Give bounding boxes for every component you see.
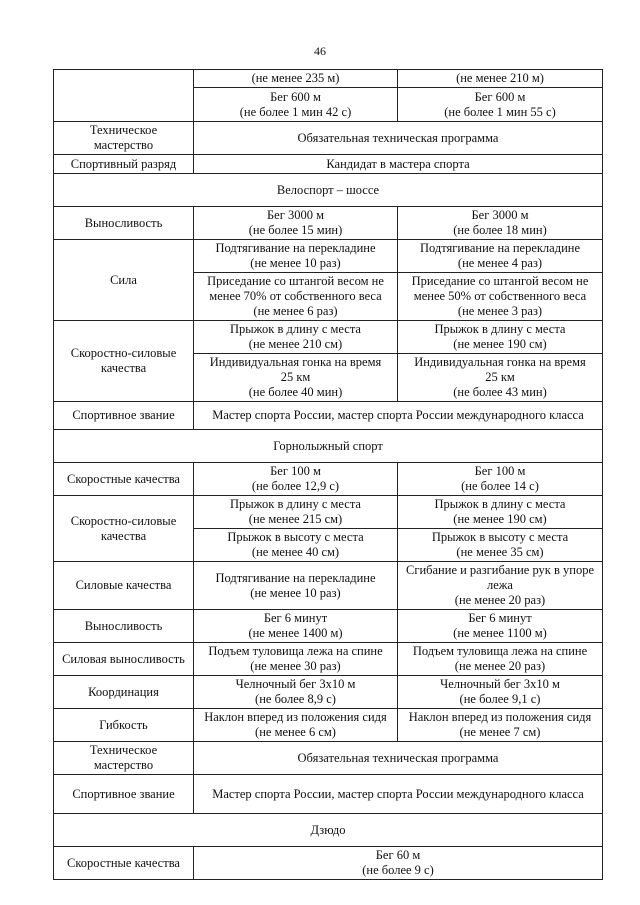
norm-cell: Бег 100 м (не более 12,9 с) bbox=[194, 463, 398, 496]
norm-cell: Подъем туловища лежа на спине (не менее 20 раз) bbox=[398, 643, 603, 676]
norm-cell: Бег 6 минут (не менее 1100 м) bbox=[398, 610, 603, 643]
norm-cell: Прыжок в длину с места (не менее 215 см) bbox=[194, 496, 398, 529]
section-row bbox=[54, 174, 603, 207]
section-title: Дзюдо bbox=[54, 814, 603, 847]
norm-cell: Бег 3000 м (не более 15 мин) bbox=[194, 207, 398, 240]
norm-cell: Бег 60 м (не более 9 с) bbox=[194, 847, 603, 880]
norm-cell: Индивидуальная гонка на время 25 км (не более 40 мин) bbox=[194, 354, 398, 402]
page-number: 46 bbox=[314, 44, 326, 58]
quality-label: Выносливость bbox=[54, 207, 194, 240]
quality-label: Гибкость bbox=[54, 709, 194, 742]
norm-cell: Прыжок в высоту с места (не менее 40 см) bbox=[194, 529, 398, 562]
norm-cell: Прыжок в длину с места (не менее 210 см) bbox=[194, 321, 398, 354]
quality-label: Спортивное звание bbox=[54, 402, 194, 430]
table-row bbox=[54, 240, 603, 273]
norm-cell: Мастер спорта России, мастер спорта России международного класса bbox=[194, 775, 603, 814]
norm-cell: Приседание со штангой весом не менее 50% от собственного веса (не менее 3 раз) bbox=[398, 273, 603, 321]
table-row bbox=[54, 643, 603, 676]
norm-cell: Обязательная техническая программа bbox=[194, 742, 603, 775]
quality-label: Сила bbox=[54, 240, 194, 321]
quality-label: Скоростно-силовые качества bbox=[54, 321, 194, 402]
table-row bbox=[54, 775, 603, 814]
table-row bbox=[54, 742, 603, 775]
norm-cell: Кандидат в мастера спорта bbox=[194, 155, 603, 174]
norm-cell: Обязательная техническая программа bbox=[194, 122, 603, 155]
norm-cell: Бег 600 м (не более 1 мин 42 с) bbox=[194, 88, 398, 122]
table-row bbox=[54, 709, 603, 742]
table-row bbox=[54, 562, 603, 610]
norm-cell: Бег 3000 м (не более 18 мин) bbox=[398, 207, 603, 240]
norm-cell: Челночный бег 3x10 м (не более 8,9 с) bbox=[194, 676, 398, 709]
table-row bbox=[54, 610, 603, 643]
table-row bbox=[54, 122, 603, 155]
norm-cell: Бег 600 м (не более 1 мин 55 с) bbox=[398, 88, 603, 122]
quality-label: Техническое мастерство bbox=[54, 742, 194, 775]
norms-table bbox=[53, 69, 603, 880]
table-row bbox=[54, 155, 603, 174]
section-title: Велоспорт – шоссе bbox=[54, 174, 603, 207]
section-row bbox=[54, 814, 603, 847]
norm-cell: Бег 100 м (не более 14 с) bbox=[398, 463, 603, 496]
section-title: Горнолыжный спорт bbox=[54, 430, 603, 463]
norm-cell: Подтягивание на перекладине (не менее 10 раз) bbox=[194, 562, 398, 610]
quality-label: Силовая выносливость bbox=[54, 643, 194, 676]
norm-cell: Индивидуальная гонка на время 25 км (не более 43 мин) bbox=[398, 354, 603, 402]
quality-label: Спортивный разряд bbox=[54, 155, 194, 174]
norm-cell: Наклон вперед из положения сидя (не менее 7 см) bbox=[398, 709, 603, 742]
norm-cell: Мастер спорта России, мастер спорта России международного класса bbox=[194, 402, 603, 430]
norm-cell: Сгибание и разгибание рук в упоре лежа (не менее 20 раз) bbox=[398, 562, 603, 610]
norm-cell: (не менее 235 м) bbox=[194, 70, 398, 88]
quality-label: Выносливость bbox=[54, 610, 194, 643]
table-row bbox=[54, 847, 603, 880]
norm-cell: Приседание со штангой весом не менее 70% от собственного веса (не менее 6 раз) bbox=[194, 273, 398, 321]
norm-cell: Подтягивание на перекладине (не менее 4 раз) bbox=[398, 240, 603, 273]
empty-label-cell bbox=[54, 70, 194, 122]
quality-label: Скоростно-силовые качества bbox=[54, 496, 194, 562]
quality-label: Техническое мастерство bbox=[54, 122, 194, 155]
norm-cell: Прыжок в высоту с места (не менее 35 см) bbox=[398, 529, 603, 562]
table-row bbox=[54, 496, 603, 529]
quality-label: Скоростные качества bbox=[54, 847, 194, 880]
quality-label: Силовые качества bbox=[54, 562, 194, 610]
quality-label: Спортивное звание bbox=[54, 775, 194, 814]
table-row bbox=[54, 463, 603, 496]
table-row bbox=[54, 207, 603, 240]
table-row bbox=[54, 70, 603, 88]
norm-cell: Прыжок в длину с места (не менее 190 см) bbox=[398, 496, 603, 529]
table-row bbox=[54, 321, 603, 354]
quality-label: Скоростные качества bbox=[54, 463, 194, 496]
norm-cell: Подтягивание на перекладине (не менее 10 раз) bbox=[194, 240, 398, 273]
norm-cell: (не менее 210 м) bbox=[398, 70, 603, 88]
norm-cell: Челночный бег 3x10 м (не более 9,1 с) bbox=[398, 676, 603, 709]
table-row bbox=[54, 402, 603, 430]
norm-cell: Подъем туловища лежа на спине (не менее 30 раз) bbox=[194, 643, 398, 676]
quality-label: Координация bbox=[54, 676, 194, 709]
section-row bbox=[54, 430, 603, 463]
norm-cell: Бег 6 минут (не менее 1400 м) bbox=[194, 610, 398, 643]
table-row bbox=[54, 676, 603, 709]
norm-cell: Прыжок в длину с места (не менее 190 см) bbox=[398, 321, 603, 354]
norm-cell: Наклон вперед из положения сидя (не менее 6 см) bbox=[194, 709, 398, 742]
